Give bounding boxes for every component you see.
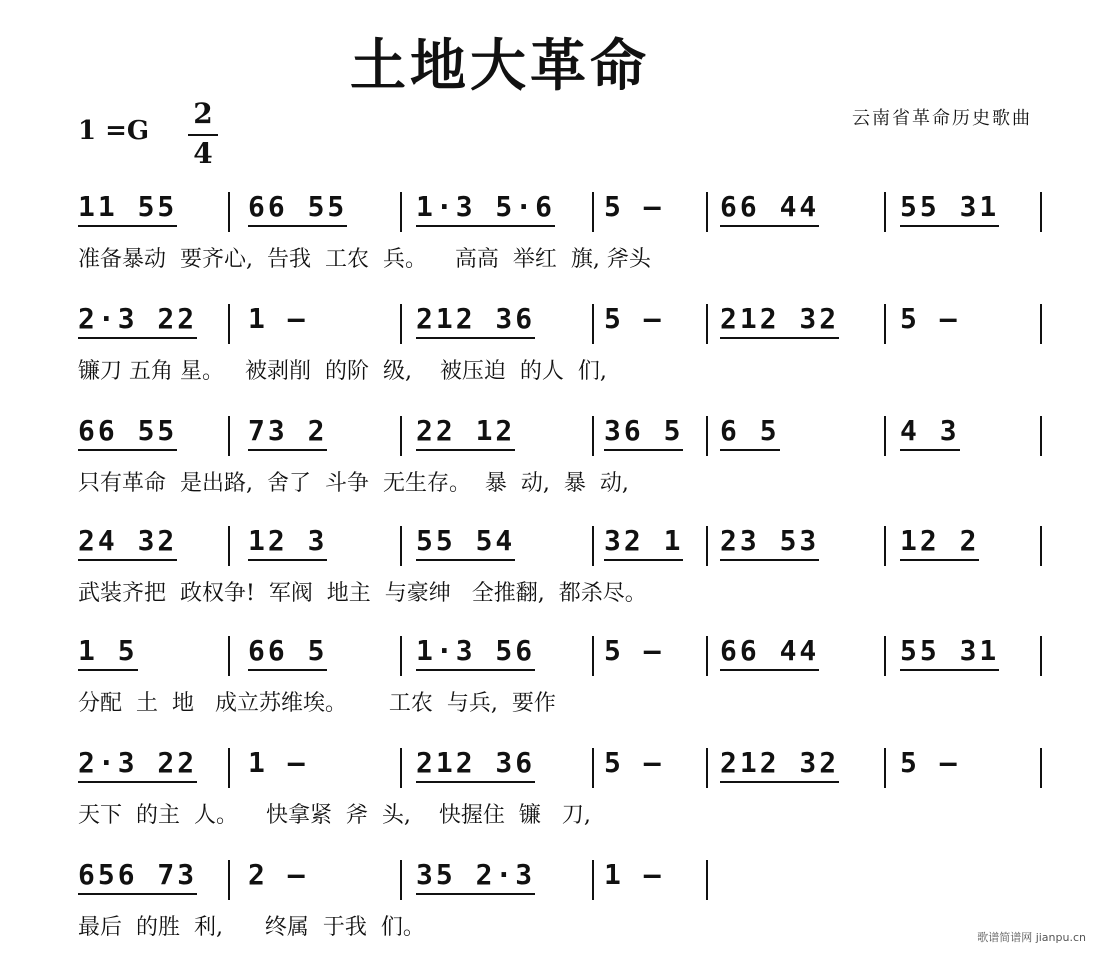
bar-line <box>1040 304 1042 344</box>
measure: 6 5 <box>720 414 780 451</box>
time-signature <box>188 97 218 172</box>
notes-line <box>0 414 1110 454</box>
measure: 1 – <box>248 302 308 335</box>
bar-line <box>228 192 230 232</box>
watermark: 歌谱简谱网 jianpu.cn <box>977 931 1086 944</box>
measure: 55 31 <box>900 190 999 227</box>
measure: 5 – <box>604 190 664 223</box>
bar-line <box>706 192 708 232</box>
bar-line <box>228 636 230 676</box>
meter-top: 2 <box>193 97 213 130</box>
bar-line <box>706 748 708 788</box>
bar-line <box>706 860 708 900</box>
bar-line <box>1040 636 1042 676</box>
bar-line <box>706 416 708 456</box>
measure: 66 55 <box>78 414 177 451</box>
measure: 66 5 <box>248 634 327 671</box>
notes-line <box>0 858 1110 898</box>
lyric-line: 武装齐把 政权争! 军阀 地主 与豪绅 全推翻, 都杀尽。 <box>78 581 647 606</box>
measure: 5 – <box>604 634 664 667</box>
measure: 36 5 <box>604 414 683 451</box>
measure: 1 – <box>248 746 308 779</box>
measure: 212 36 <box>416 746 535 783</box>
bar-line <box>228 860 230 900</box>
bar-line <box>228 748 230 788</box>
bar-line <box>884 192 886 232</box>
meter-bottom: 4 <box>193 137 213 170</box>
bar-line <box>400 636 402 676</box>
bar-line <box>1040 192 1042 232</box>
bar-line <box>592 636 594 676</box>
lyric-line: 镰刀 五角 星。 被剥削 的阶 级, 被压迫 的人 们, <box>78 359 607 384</box>
measure: 66 55 <box>248 190 347 227</box>
bar-line <box>400 416 402 456</box>
measure: 5 – <box>900 746 960 779</box>
measure: 66 44 <box>720 190 819 227</box>
notes-line <box>0 190 1110 230</box>
notes-line <box>0 302 1110 342</box>
bar-line <box>592 748 594 788</box>
bar-line <box>1040 526 1042 566</box>
measure: 2·3 22 <box>78 302 197 339</box>
lyric-line: 准备暴动 要齐心, 告我 工农 兵。 高高 举红 旗, 斧头 <box>78 247 651 272</box>
measure: 212 36 <box>416 302 535 339</box>
lyric-line: 分配 土 地 成立苏维埃。 工农 与兵, 要作 <box>78 691 556 716</box>
measure: 12 3 <box>248 524 327 561</box>
bar-line <box>884 748 886 788</box>
song-source: 云南省革命历史歌曲 <box>852 108 1032 129</box>
bar-line <box>706 526 708 566</box>
measure: 23 53 <box>720 524 819 561</box>
measure: 2 – <box>248 858 308 891</box>
measure: 22 12 <box>416 414 515 451</box>
bar-line <box>1040 748 1042 788</box>
bar-line <box>400 304 402 344</box>
measure: 1 – <box>604 858 664 891</box>
meter-line <box>188 134 218 136</box>
bar-line <box>228 416 230 456</box>
key-signature: 1 =G <box>78 116 150 146</box>
measure: 55 31 <box>900 634 999 671</box>
bar-line <box>228 304 230 344</box>
measure: 12 2 <box>900 524 979 561</box>
bar-line <box>884 526 886 566</box>
notes-line <box>0 746 1110 786</box>
bar-line <box>592 304 594 344</box>
lyric-line: 天下 的主 人。 快拿紧 斧 头, 快握住 镰 刀, <box>78 803 591 828</box>
measure: 5 – <box>604 746 664 779</box>
bar-line <box>884 304 886 344</box>
measure: 11 55 <box>78 190 177 227</box>
bar-line <box>592 860 594 900</box>
measure: 1·3 56 <box>416 634 535 671</box>
measure: 5 – <box>900 302 960 335</box>
measure: 24 32 <box>78 524 177 561</box>
bar-line <box>1040 416 1042 456</box>
bar-line <box>706 636 708 676</box>
bar-line <box>400 526 402 566</box>
measure: 35 2·3 <box>416 858 535 895</box>
song-title: 土地大革命 <box>350 34 650 99</box>
measure: 4 3 <box>900 414 960 451</box>
measure: 1·3 5·6 <box>416 190 555 227</box>
measure: 212 32 <box>720 746 839 783</box>
measure: 5 – <box>604 302 664 335</box>
bar-line <box>706 304 708 344</box>
bar-line <box>400 860 402 900</box>
lyric-line: 只有革命 是出路, 舍了 斗争 无生存。 暴 动, 暴 动, <box>78 471 629 496</box>
measure: 212 32 <box>720 302 839 339</box>
notes-line <box>0 634 1110 674</box>
bar-line <box>228 526 230 566</box>
measure: 1 5 <box>78 634 138 671</box>
bar-line <box>400 748 402 788</box>
bar-line <box>884 416 886 456</box>
bar-line <box>592 416 594 456</box>
bar-line <box>400 192 402 232</box>
measure: 55 54 <box>416 524 515 561</box>
notes-line <box>0 524 1110 564</box>
bar-line <box>592 526 594 566</box>
bar-line <box>884 636 886 676</box>
measure: 66 44 <box>720 634 819 671</box>
measure: 32 1 <box>604 524 683 561</box>
bar-line <box>592 192 594 232</box>
measure: 73 2 <box>248 414 327 451</box>
lyric-line: 最后 的胜 利, 终属 于我 们。 <box>78 915 425 940</box>
measure: 656 73 <box>78 858 197 895</box>
measure: 2·3 22 <box>78 746 197 783</box>
